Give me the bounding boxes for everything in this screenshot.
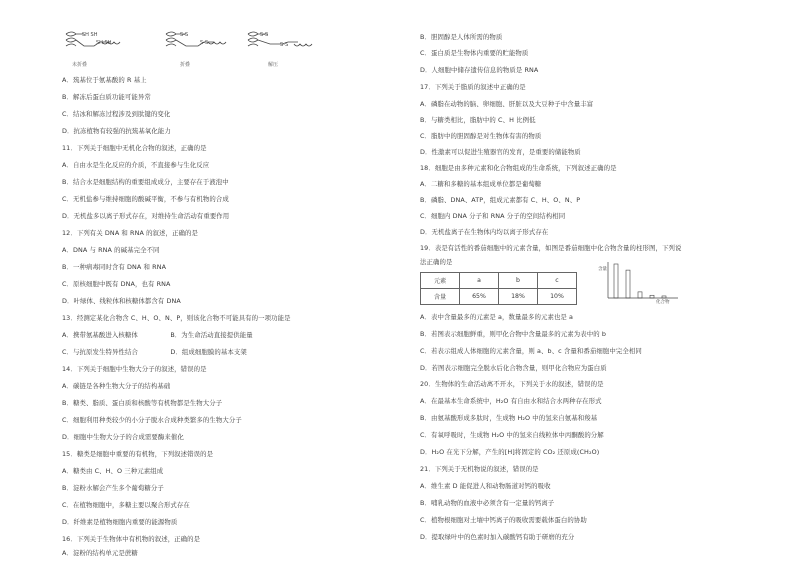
right-line-9: A．二糖和多糖的基本组成单位都是葡萄糖	[420, 180, 542, 188]
right-line-5: B．与糖类相比，脂肪中的 C、H 比例低	[420, 116, 536, 124]
table-value-b: 18%	[499, 289, 538, 305]
left-line-27: 16．下列关于生物体中有机物的叙述，正确的是	[62, 535, 201, 543]
svg-text:S-S: S-S	[280, 42, 289, 48]
right-line-10: B．磷脂、DNA、ATP，组成元素都有 C、H、O、N、P	[420, 196, 581, 204]
left-line-13: D．叶绿体、线粒体和核糖体都含有 DNA	[62, 297, 181, 305]
left-line-6: B．结合水是细胞结构的重要组成成分，主要存在于液泡中	[62, 178, 229, 186]
left-line-2: C．结冰和解冻过程涉及到肽键的变化	[62, 110, 171, 118]
left-line-18: A．碳链是各种生物大分子的结构基础	[62, 382, 171, 390]
table-header-a: a	[460, 273, 499, 289]
svg-text:SH SH: SH SH	[82, 32, 98, 38]
right2-line-2: C．若表示组成人体细胞的元素含量，则 a、b、c 含量和番茄细胞中完全相同	[420, 347, 642, 355]
right-line-13: 19．表是有活性的番茄细胞中的元素含量，如图是番茄细胞中化合物含量的柱形图，下列说	[420, 244, 682, 252]
left-line-20: C．细胞利用种类较少的小分子脱水合成种类繁多的生物大分子	[62, 416, 242, 424]
right-line-1: C．蛋白质是生物体内重要的贮能物质	[420, 49, 529, 57]
left-line-7: C．无机盐参与维持细胞的酸碱平衡，不参与有机物的合成	[62, 195, 229, 203]
left-line-23: A．糖类由 C、H、O 三种元素组成	[62, 467, 164, 475]
chart-xlabel: 化合物	[656, 300, 670, 304]
bar-0	[614, 264, 618, 298]
left-line-14: 13．经测定某化合物含 C、H、O、N、P，则该化合物不可能具有的一项功能是	[62, 314, 291, 322]
right-line-12: D．无机盐离子在生物体内均以离子形式存在	[420, 228, 549, 236]
right2-line-12: C．植物根细胞对土壤中钙离子的吸收需要载体蛋白的协助	[420, 516, 587, 524]
left-line-21: D．细胞中生物大分子的合成需要酶来催化	[62, 433, 184, 441]
table-header-c: c	[538, 273, 577, 289]
chart-ylabel: 含量	[598, 267, 607, 272]
svg-text:SH SH: SH SH	[96, 40, 112, 46]
right2-line-0: A．表中含量最多的元素是 a，数量最多的元素也是 a	[420, 313, 574, 321]
right-line-14: 法正确的是	[420, 258, 453, 266]
left-line-26: D．纤维素是植物细胞内重要的能源物质	[62, 518, 178, 526]
left-line-28: A．淀粉的结构单元是蔗糖	[62, 549, 138, 557]
fig-label-mid: 折叠	[180, 62, 191, 68]
right2-line-7: C．有氧呼吸时，生成物 H₂O 中的氢来自线粒体中丙酮酸的分解	[420, 431, 604, 439]
table-value-c: 10%	[538, 289, 577, 305]
right-line-8: 18．细胞是由多种元素和化合物组成的生命系统，下列叙述正确的是	[420, 164, 617, 172]
right-line-2: D．人细胞中储存遗传信息的物质是 RNA	[420, 66, 539, 74]
right2-line-4: 20．生物体的生命活动离不开水，下列关于水的叙述，错误的是	[420, 380, 604, 388]
left-line-16: C．与抗原发生特异性结合 D．组成细胞膜的基本支架	[62, 348, 247, 356]
left-line-19: B．糖类、脂质、蛋白质和核酸等有机物都是生物大分子	[62, 399, 223, 407]
right2-line-1: B．若图表示细胞鲜重，则甲化合物中含量最多的元素为表中的 b	[420, 330, 607, 338]
fig-label-left: 未折叠	[72, 62, 88, 68]
right2-line-3: D．若图表示细胞完全脱水后化合物含量，则甲化合物应为蛋白质	[420, 364, 607, 372]
svg-text:S-S: S-S	[260, 32, 269, 38]
left-line-22: 15．糖类是细胞中重要的有机物，下列叙述错误的是	[62, 450, 214, 458]
fig-label-right: 解压	[268, 62, 279, 68]
svg-text:S-S: S-S	[180, 32, 189, 38]
left-line-11: B．一种病毒同时含有 DNA 和 RNA	[62, 263, 167, 271]
right2-line-8: D．H₂O 在光下分解，产生的[H]将固定的 CO₂ 还原成(CH₂O)	[420, 448, 600, 456]
left-line-1: B．解冻后蛋白质功能可能异常	[62, 93, 151, 101]
left-line-10: A．DNA 与 RNA 的碱基完全不同	[62, 246, 160, 254]
right-line-11: C．细胞内 DNA 分子和 RNA 分子的空间结构相同	[420, 212, 566, 220]
table-header-element: 元素	[421, 273, 460, 289]
right2-line-10: A．维生素 D 能促进人和动物肠道对钙的吸收	[420, 482, 551, 490]
left-line-12: C．原核细胞中既有 DNA，也有 RNA	[62, 280, 171, 288]
bar-3	[650, 295, 654, 298]
table-header-b: b	[499, 273, 538, 289]
left-line-5: A．自由水是生化反应的介质，不直接参与生化反应	[62, 161, 210, 169]
left-line-8: D．无机盐多以离子形式存在，对维持生命活动有重要作用	[62, 212, 230, 220]
right2-line-9: 21．下列关于无机物说的叙述，错误的是	[420, 465, 539, 473]
left-line-3: D．抗冻植物有较强的抗巯基氧化能力	[62, 127, 171, 135]
bar-2	[638, 292, 642, 298]
right2-line-13: D．提取绿叶中的色素时加入碳酸钙有助于研磨的充分	[420, 533, 575, 541]
table-row-label: 含量	[421, 289, 460, 305]
left-line-9: 12．下列有关 DNA 和 RNA 的叙述，正确的是	[62, 229, 198, 237]
right-line-4: A．磷脂在动物的脑、卵细胞、肝脏以及大豆种子中含量丰富	[420, 100, 594, 108]
right-line-0: B．胆固醇是人体所需的物质	[420, 33, 503, 41]
right2-line-6: B．由氨基酸形成多肽时，生成物 H₂O 中的氢来自氨基和羧基	[420, 414, 598, 422]
right-line-6: C．脂肪中的胆固醇是对生物体有害的物质	[420, 132, 542, 140]
right2-line-11: B．哺乳动物的血液中必须含有一定量的钙离子	[420, 499, 555, 507]
table-value-a: 65%	[460, 289, 499, 305]
left-line-24: B．淀粉水解会产生多个葡萄糖分子	[62, 484, 164, 492]
left-line-17: 14．下列关于细胞中生物大分子的叙述，错误的是	[62, 365, 207, 373]
right2-line-5: A．在最基本生命系统中，H₂O 有自由水和结合水两种存在形式	[420, 397, 602, 405]
left-line-25: C．在植物细胞中，多糖主要以聚合形式存在	[62, 501, 190, 509]
left-line-4: 11．下列关于细胞中无机化合物的叙述，正确的是	[62, 144, 207, 152]
element-content-table	[420, 272, 577, 305]
left-line-0: A．巯基位于氨基酸的 R 基上	[62, 76, 147, 84]
right-line-7: D．性激素可以促进生殖器官的发育，是重要的储能物质	[420, 148, 581, 156]
bar-1	[626, 270, 630, 298]
right-line-3: 17．下列关于脂质的叙述中正确的是	[420, 83, 526, 91]
protein-folding-figure	[62, 28, 322, 70]
svg-text:S-S: S-S	[200, 40, 209, 46]
left-line-15: A．携带氨基酸进入核糖体 B．为生命活动直接提供能量	[62, 331, 253, 339]
compound-content-chart	[598, 258, 682, 304]
